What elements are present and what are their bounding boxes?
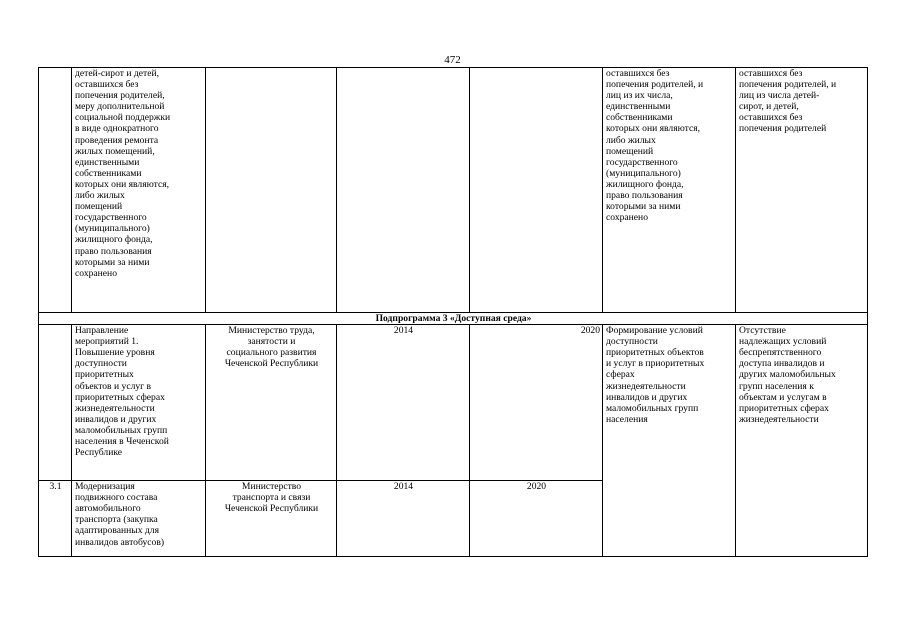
continuation-start-cell (337, 68, 470, 313)
direction-name-text: Направление мероприятий 1. Повышение уровня доступности приоритетных объектов и услуг в приоритетных сферах жизнедеятельности инвалидов и других маломобильных групп населения в Чеченской Республике (75, 325, 169, 459)
item-end-year: 2020 (470, 481, 603, 557)
direction-result-cell (603, 325, 736, 557)
direction-end-year: 2020 (470, 325, 603, 481)
continuation-end-cell (470, 68, 603, 313)
direction-executor-text: Министерство труда, занятости и социального развития Чеченской Республики (224, 325, 319, 370)
direction-consequence-text: Отсутствие надлежащих условий беспрепятственного доступа инвалидов и других маломобильных групп населения к объектам и услугам в приоритетных сферах жизнедеятельности (739, 325, 836, 425)
direction-name-cell (72, 325, 206, 481)
program-table (38, 67, 868, 557)
subprogram-heading-row (39, 313, 868, 325)
item-start-year: 2014 (337, 481, 470, 557)
continuation-result-cell (603, 68, 736, 313)
direction-start-year: 2014 (337, 325, 470, 481)
direction-number-cell (39, 325, 72, 481)
continuation-result-text: оставшихся без попечения родителей, и лиц из их числа, единственными собственниками которых они являются, либо жилых помещений государственного (муниципального) жилищного фонда, право пользования которыми за ними сохранено (606, 68, 704, 224)
direction-result-text: Формирование условий доступности приоритетных объектов и услуг в приоритетных сферах жизнедеятельности инвалидов и других маломобильных групп населения (606, 325, 705, 425)
subprogram-heading: Подпрограмма 3 «Доступная среда» (39, 313, 868, 325)
page-number: 472 (444, 54, 461, 66)
item-name-text: Модернизация подвижного состава автомобильного транспорта (закупка адаптированных для инвалидов автобусов) (75, 481, 165, 548)
direction-row (39, 325, 868, 481)
continuation-number-cell (39, 68, 72, 313)
continuation-consequence-cell (736, 68, 868, 313)
item-executor-cell (206, 481, 337, 557)
direction-consequence-cell (736, 325, 868, 557)
continuation-consequence-text: оставшихся без попечения родителей, и лиц из числа детей- сирот, и детей, оставшихся без попечения родителей (739, 68, 837, 135)
item-executor-text: Министерство транспорта и связи Чеченской Республики (224, 481, 319, 515)
continuation-name-text: детей-сирот и детей, оставшихся без попечения родителей, меру дополнительной социальной поддержки в виде однократного проведения ремонта жилых помещений, единственными собственниками которых они являются, либо жилых помещений государственного (муниципального) жилищного фонда, право пользования которыми за ними сохранено (75, 68, 171, 279)
continuation-row (39, 68, 868, 313)
continuation-executor-cell (206, 68, 337, 313)
item-name-cell (72, 481, 206, 557)
direction-executor-cell (206, 325, 337, 481)
continuation-name-cell (72, 68, 206, 313)
item-number: 3.1 (39, 481, 72, 557)
